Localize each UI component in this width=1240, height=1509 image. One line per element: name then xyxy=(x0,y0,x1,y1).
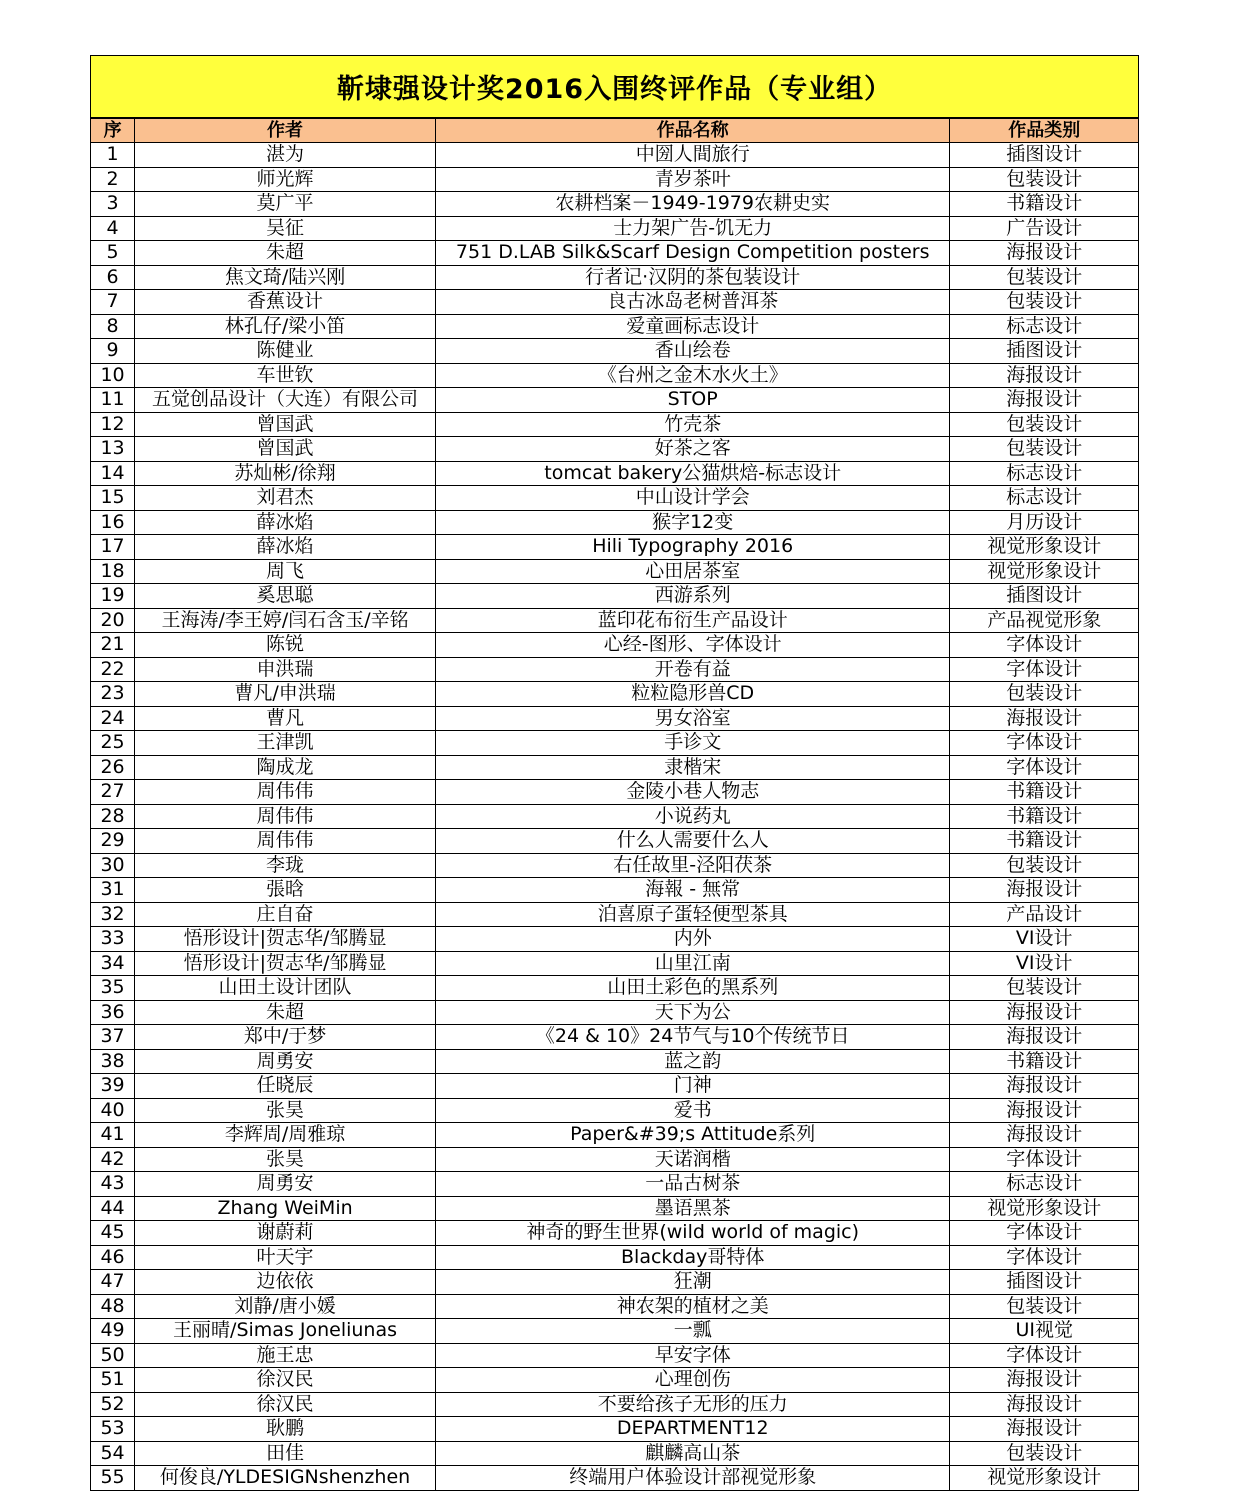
cell-author: Zhang WeiMin xyxy=(135,1196,436,1221)
cell-work: 好茶之客 xyxy=(435,437,949,462)
table-row xyxy=(91,1343,1139,1368)
cell-no: 51 xyxy=(91,1368,135,1393)
cell-author: 朱超 xyxy=(135,1000,436,1025)
cell-author: 薛冰焰 xyxy=(135,535,436,560)
cell-work: 右任故里-泾阳茯茶 xyxy=(435,853,949,878)
cell-category: 视觉形象设计 xyxy=(950,1196,1139,1221)
cell-work: 一瓢 xyxy=(435,1319,949,1344)
cell-category: 字体设计 xyxy=(950,1147,1139,1172)
cell-work: 神奇的野生世界(wild world of magic) xyxy=(435,1221,949,1246)
table-row xyxy=(91,241,1139,266)
table-row xyxy=(91,1172,1139,1197)
cell-category: 插图设计 xyxy=(950,1270,1139,1295)
cell-author: 莫广平 xyxy=(135,192,436,217)
cell-category: 海报设计 xyxy=(950,1074,1139,1099)
cell-work: 小说药丸 xyxy=(435,804,949,829)
cell-no: 8 xyxy=(91,314,135,339)
cell-category: UI视觉 xyxy=(950,1319,1139,1344)
cell-no: 48 xyxy=(91,1294,135,1319)
cell-work: 麒麟高山茶 xyxy=(435,1441,949,1466)
cell-no: 49 xyxy=(91,1319,135,1344)
cell-author: 陈健业 xyxy=(135,339,436,364)
table-row xyxy=(91,927,1139,952)
cell-category: 包装设计 xyxy=(950,412,1139,437)
cell-author: 申洪瑞 xyxy=(135,657,436,682)
finalist-table xyxy=(90,55,1139,1491)
cell-author: 五觉创品设计（大连）有限公司 xyxy=(135,388,436,413)
table-row xyxy=(91,1368,1139,1393)
cell-work: 终端用户体验设计部视觉形象 xyxy=(435,1466,949,1491)
cell-author: 周伟伟 xyxy=(135,804,436,829)
table-row xyxy=(91,1098,1139,1123)
table-row xyxy=(91,559,1139,584)
cell-author: 边依依 xyxy=(135,1270,436,1295)
cell-author: 悟形设计|贺志华/邹腾显 xyxy=(135,951,436,976)
cell-no: 11 xyxy=(91,388,135,413)
cell-category: 包装设计 xyxy=(950,437,1139,462)
cell-author: 何俊良/YLDESIGNshenzhen xyxy=(135,1466,436,1491)
cell-category: 海报设计 xyxy=(950,1417,1139,1442)
cell-no: 40 xyxy=(91,1098,135,1123)
cell-category: 包装设计 xyxy=(950,1294,1139,1319)
table-row xyxy=(91,1270,1139,1295)
cell-no: 10 xyxy=(91,363,135,388)
table-row xyxy=(91,290,1139,315)
cell-work: 墨语黑茶 xyxy=(435,1196,949,1221)
header-row xyxy=(91,118,1139,143)
cell-author: 王津凯 xyxy=(135,731,436,756)
cell-work: 山田土彩色的黑系列 xyxy=(435,976,949,1001)
cell-author: 曹凡/申洪瑞 xyxy=(135,682,436,707)
table-row xyxy=(91,265,1139,290)
cell-no: 30 xyxy=(91,853,135,878)
cell-no: 52 xyxy=(91,1392,135,1417)
table-row xyxy=(91,853,1139,878)
cell-no: 35 xyxy=(91,976,135,1001)
cell-author: 郑中/于梦 xyxy=(135,1025,436,1050)
cell-author: 张昊 xyxy=(135,1147,436,1172)
table-row xyxy=(91,633,1139,658)
cell-category: 视觉形象设计 xyxy=(950,559,1139,584)
cell-author: 陈锐 xyxy=(135,633,436,658)
cell-work: 中圀人間旅行 xyxy=(435,143,949,168)
table-row xyxy=(91,1319,1139,1344)
cell-no: 6 xyxy=(91,265,135,290)
cell-work: 山里江南 xyxy=(435,951,949,976)
table-row xyxy=(91,1417,1139,1442)
table-row xyxy=(91,1025,1139,1050)
cell-category: 广告设计 xyxy=(950,216,1139,241)
cell-author: 張晗 xyxy=(135,878,436,903)
cell-no: 21 xyxy=(91,633,135,658)
cell-category: 书籍设计 xyxy=(950,1049,1139,1074)
cell-author: 曾国武 xyxy=(135,412,436,437)
cell-author: 香蕉设计 xyxy=(135,290,436,315)
cell-work: 海報 - 無常 xyxy=(435,878,949,903)
cell-work: tomcat bakery公猫烘焙-标志设计 xyxy=(435,461,949,486)
cell-author: 周勇安 xyxy=(135,1049,436,1074)
cell-category: 视觉形象设计 xyxy=(950,535,1139,560)
cell-no: 43 xyxy=(91,1172,135,1197)
cell-category: 海报设计 xyxy=(950,1025,1139,1050)
cell-category: 字体设计 xyxy=(950,657,1139,682)
cell-category: 包装设计 xyxy=(950,290,1139,315)
cell-author: 李辉周/周雅琼 xyxy=(135,1123,436,1148)
cell-category: 包装设计 xyxy=(950,1441,1139,1466)
cell-author: 刘静/唐小媛 xyxy=(135,1294,436,1319)
cell-no: 44 xyxy=(91,1196,135,1221)
cell-work: 泊喜原子蛋轻便型茶具 xyxy=(435,902,949,927)
cell-work: 良古冰岛老树普洱茶 xyxy=(435,290,949,315)
cell-no: 4 xyxy=(91,216,135,241)
table-row xyxy=(91,706,1139,731)
cell-work: 751 D.LAB Silk&Scarf Design Competition posters xyxy=(435,241,949,266)
cell-no: 24 xyxy=(91,706,135,731)
cell-category: 插图设计 xyxy=(950,339,1139,364)
cell-author: 叶天宇 xyxy=(135,1245,436,1270)
cell-category: 包装设计 xyxy=(950,682,1139,707)
table-row xyxy=(91,584,1139,609)
cell-no: 28 xyxy=(91,804,135,829)
cell-no: 15 xyxy=(91,486,135,511)
cell-work: 蓝之韵 xyxy=(435,1049,949,1074)
cell-work: 《台州之金木水火土》 xyxy=(435,363,949,388)
cell-work: 金陵小巷人物志 xyxy=(435,780,949,805)
cell-author: 田佳 xyxy=(135,1441,436,1466)
cell-work: 心经-图形、字体设计 xyxy=(435,633,949,658)
cell-no: 5 xyxy=(91,241,135,266)
cell-category: 产品视觉形象 xyxy=(950,608,1139,633)
table-row xyxy=(91,1074,1139,1099)
cell-no: 53 xyxy=(91,1417,135,1442)
cell-no: 32 xyxy=(91,902,135,927)
table-row xyxy=(91,388,1139,413)
cell-no: 23 xyxy=(91,682,135,707)
cell-category: 海报设计 xyxy=(950,388,1139,413)
cell-work: 香山绘卷 xyxy=(435,339,949,364)
cell-work: Blackday哥特体 xyxy=(435,1245,949,1270)
table-row xyxy=(91,1196,1139,1221)
cell-category: 标志设计 xyxy=(950,314,1139,339)
cell-category: 字体设计 xyxy=(950,1343,1139,1368)
cell-work: 开卷有益 xyxy=(435,657,949,682)
cell-no: 34 xyxy=(91,951,135,976)
cell-category: 字体设计 xyxy=(950,1221,1139,1246)
table-row xyxy=(91,951,1139,976)
cell-work: 青岁茶叶 xyxy=(435,167,949,192)
cell-work: 心田居茶室 xyxy=(435,559,949,584)
cell-no: 54 xyxy=(91,1441,135,1466)
cell-category: 包装设计 xyxy=(950,167,1139,192)
cell-author: 周伟伟 xyxy=(135,829,436,854)
cell-work: 早安字体 xyxy=(435,1343,949,1368)
table-row xyxy=(91,804,1139,829)
cell-no: 1 xyxy=(91,143,135,168)
cell-no: 14 xyxy=(91,461,135,486)
cell-category: 月历设计 xyxy=(950,510,1139,535)
cell-category: 标志设计 xyxy=(950,486,1139,511)
cell-category: 标志设计 xyxy=(950,461,1139,486)
cell-no: 2 xyxy=(91,167,135,192)
cell-work: 神农架的植材之美 xyxy=(435,1294,949,1319)
cell-work: 男女浴室 xyxy=(435,706,949,731)
cell-author: 周飞 xyxy=(135,559,436,584)
cell-no: 37 xyxy=(91,1025,135,1050)
cell-author: 王丽晴/Simas Joneliunas xyxy=(135,1319,436,1344)
cell-no: 50 xyxy=(91,1343,135,1368)
cell-author: 谢蔚莉 xyxy=(135,1221,436,1246)
cell-work: 蓝印花布衍生产品设计 xyxy=(435,608,949,633)
cell-author: 王海涛/李王婷/闫石含玉/辛铭 xyxy=(135,608,436,633)
table-row xyxy=(91,363,1139,388)
table-row xyxy=(91,339,1139,364)
cell-no: 27 xyxy=(91,780,135,805)
cell-work: Hili Typography 2016 xyxy=(435,535,949,560)
cell-author: 朱超 xyxy=(135,241,436,266)
cell-work: 爱书 xyxy=(435,1098,949,1123)
cell-author: 施王忠 xyxy=(135,1343,436,1368)
cell-author: 陶成龙 xyxy=(135,755,436,780)
cell-author: 任晓辰 xyxy=(135,1074,436,1099)
cell-category: 书籍设计 xyxy=(950,804,1139,829)
cell-no: 46 xyxy=(91,1245,135,1270)
cell-work: 心理创伤 xyxy=(435,1368,949,1393)
cell-author: 吴征 xyxy=(135,216,436,241)
cell-category: 海报设计 xyxy=(950,1000,1139,1025)
cell-no: 7 xyxy=(91,290,135,315)
cell-author: 周伟伟 xyxy=(135,780,436,805)
table-row xyxy=(91,486,1139,511)
cell-category: 包装设计 xyxy=(950,265,1139,290)
cell-author: 湛为 xyxy=(135,143,436,168)
cell-no: 20 xyxy=(91,608,135,633)
cell-work: Paper&#39;s Attitude系列 xyxy=(435,1123,949,1148)
cell-no: 22 xyxy=(91,657,135,682)
cell-category: 海报设计 xyxy=(950,706,1139,731)
cell-category: 海报设计 xyxy=(950,1123,1139,1148)
cell-category: 包装设计 xyxy=(950,976,1139,1001)
cell-author: 徐汉民 xyxy=(135,1392,436,1417)
cell-category: VI设计 xyxy=(950,951,1139,976)
cell-author: 徐汉民 xyxy=(135,1368,436,1393)
cell-author: 山田土设计团队 xyxy=(135,976,436,1001)
table-row xyxy=(91,1441,1139,1466)
cell-category: 插图设计 xyxy=(950,143,1139,168)
header-work: 作品名称 xyxy=(435,118,949,143)
cell-work: 内外 xyxy=(435,927,949,952)
cell-work: 《24 & 10》24节气与10个传统节日 xyxy=(435,1025,949,1050)
cell-no: 9 xyxy=(91,339,135,364)
cell-author: 苏灿彬/徐翔 xyxy=(135,461,436,486)
cell-author: 李珑 xyxy=(135,853,436,878)
header-category: 作品类别 xyxy=(950,118,1139,143)
cell-author: 林孔仔/梁小笛 xyxy=(135,314,436,339)
cell-no: 36 xyxy=(91,1000,135,1025)
table-row xyxy=(91,731,1139,756)
cell-category: 海报设计 xyxy=(950,1368,1139,1393)
table-row xyxy=(91,829,1139,854)
cell-category: 书籍设计 xyxy=(950,829,1139,854)
cell-no: 39 xyxy=(91,1074,135,1099)
cell-no: 17 xyxy=(91,535,135,560)
cell-category: 海报设计 xyxy=(950,1098,1139,1123)
cell-no: 16 xyxy=(91,510,135,535)
table-row xyxy=(91,143,1139,168)
cell-no: 25 xyxy=(91,731,135,756)
cell-category: 标志设计 xyxy=(950,1172,1139,1197)
cell-no: 29 xyxy=(91,829,135,854)
table-row xyxy=(91,682,1139,707)
table-row xyxy=(91,755,1139,780)
cell-work: 什么人需要什么人 xyxy=(435,829,949,854)
table-row xyxy=(91,976,1139,1001)
table-row xyxy=(91,608,1139,633)
cell-author: 车世钦 xyxy=(135,363,436,388)
cell-no: 12 xyxy=(91,412,135,437)
cell-no: 13 xyxy=(91,437,135,462)
cell-category: VI设计 xyxy=(950,927,1139,952)
cell-author: 焦文琦/陆兴刚 xyxy=(135,265,436,290)
cell-work: 猴字12变 xyxy=(435,510,949,535)
table-row xyxy=(91,437,1139,462)
cell-category: 书籍设计 xyxy=(950,192,1139,217)
cell-category: 字体设计 xyxy=(950,633,1139,658)
cell-category: 包装设计 xyxy=(950,853,1139,878)
cell-work: 不要给孩子无形的压力 xyxy=(435,1392,949,1417)
cell-author: 张昊 xyxy=(135,1098,436,1123)
table-row xyxy=(91,167,1139,192)
cell-category: 海报设计 xyxy=(950,241,1139,266)
cell-no: 45 xyxy=(91,1221,135,1246)
cell-work: 天诺润楷 xyxy=(435,1147,949,1172)
cell-work: 天下为公 xyxy=(435,1000,949,1025)
cell-work: 中山设计学会 xyxy=(435,486,949,511)
header-no: 序 xyxy=(91,118,135,143)
cell-category: 字体设计 xyxy=(950,731,1139,756)
cell-no: 33 xyxy=(91,927,135,952)
cell-category: 书籍设计 xyxy=(950,780,1139,805)
table-row xyxy=(91,535,1139,560)
cell-category: 海报设计 xyxy=(950,363,1139,388)
table-row xyxy=(91,216,1139,241)
cell-author: 薛冰焰 xyxy=(135,510,436,535)
header-author: 作者 xyxy=(135,118,436,143)
table-row xyxy=(91,1294,1139,1319)
cell-work: 狂潮 xyxy=(435,1270,949,1295)
table-row xyxy=(91,314,1139,339)
cell-work: 隶楷宋 xyxy=(435,755,949,780)
cell-author: 周勇安 xyxy=(135,1172,436,1197)
cell-category: 字体设计 xyxy=(950,755,1139,780)
cell-work: 爱童画标志设计 xyxy=(435,314,949,339)
title-row xyxy=(91,56,1139,119)
table-row xyxy=(91,1466,1139,1491)
cell-work: 农耕档案－1949-1979农耕史实 xyxy=(435,192,949,217)
table-row xyxy=(91,1123,1139,1148)
cell-no: 18 xyxy=(91,559,135,584)
cell-work: 行者记·汉阴的茶包装设计 xyxy=(435,265,949,290)
cell-work: STOP xyxy=(435,388,949,413)
cell-no: 19 xyxy=(91,584,135,609)
table-row xyxy=(91,1000,1139,1025)
cell-author: 悟形设计|贺志华/邹腾显 xyxy=(135,927,436,952)
table-row xyxy=(91,510,1139,535)
cell-author: 奚思聪 xyxy=(135,584,436,609)
cell-no: 31 xyxy=(91,878,135,903)
cell-category: 海报设计 xyxy=(950,1392,1139,1417)
table-row xyxy=(91,878,1139,903)
table-row xyxy=(91,1147,1139,1172)
table-row xyxy=(91,657,1139,682)
cell-work: DEPARTMENT12 xyxy=(435,1417,949,1442)
table-row xyxy=(91,1392,1139,1417)
cell-category: 海报设计 xyxy=(950,878,1139,903)
cell-category: 插图设计 xyxy=(950,584,1139,609)
cell-no: 26 xyxy=(91,755,135,780)
cell-work: 粒粒隐形兽CD xyxy=(435,682,949,707)
cell-author: 师光辉 xyxy=(135,167,436,192)
cell-no: 3 xyxy=(91,192,135,217)
table-row xyxy=(91,192,1139,217)
table-row xyxy=(91,1049,1139,1074)
cell-work: 西游系列 xyxy=(435,584,949,609)
cell-author: 耿鹏 xyxy=(135,1417,436,1442)
cell-no: 41 xyxy=(91,1123,135,1148)
cell-category: 视觉形象设计 xyxy=(950,1466,1139,1491)
table-row xyxy=(91,461,1139,486)
cell-work: 士力架广告-饥无力 xyxy=(435,216,949,241)
table-row xyxy=(91,412,1139,437)
cell-author: 刘君杰 xyxy=(135,486,436,511)
cell-author: 曾国武 xyxy=(135,437,436,462)
cell-work: 手诊文 xyxy=(435,731,949,756)
cell-category: 字体设计 xyxy=(950,1245,1139,1270)
cell-no: 42 xyxy=(91,1147,135,1172)
cell-no: 55 xyxy=(91,1466,135,1491)
table-row xyxy=(91,902,1139,927)
table-row xyxy=(91,1245,1139,1270)
cell-work: 门神 xyxy=(435,1074,949,1099)
cell-no: 47 xyxy=(91,1270,135,1295)
cell-author: 庄自奋 xyxy=(135,902,436,927)
cell-no: 38 xyxy=(91,1049,135,1074)
cell-category: 产品设计 xyxy=(950,902,1139,927)
cell-work: 竹壳茶 xyxy=(435,412,949,437)
cell-author: 曹凡 xyxy=(135,706,436,731)
table-row xyxy=(91,780,1139,805)
cell-work: 一品古树茶 xyxy=(435,1172,949,1197)
sheet-title: 靳埭强设计奖2016入围终评作品（专业组） xyxy=(91,56,1139,119)
table-row xyxy=(91,1221,1139,1246)
table-body xyxy=(91,143,1139,1491)
